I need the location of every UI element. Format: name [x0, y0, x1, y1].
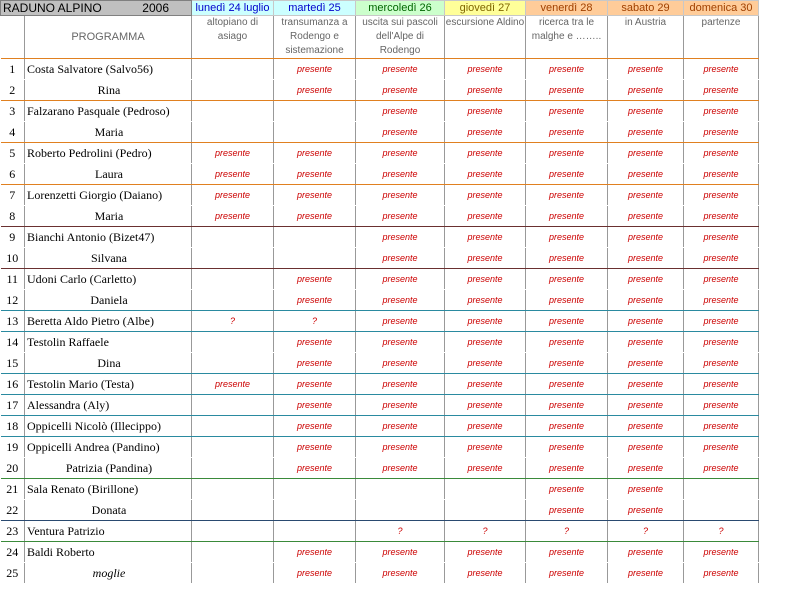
attendance-cell[interactable]: [274, 521, 356, 542]
attendance-cell[interactable]: [274, 500, 356, 521]
attendance-cell[interactable]: presente: [192, 164, 274, 185]
attendance-cell[interactable]: presente: [684, 290, 759, 311]
attendance-cell[interactable]: [274, 248, 356, 269]
participant-name[interactable]: Alessandra (Aly): [25, 395, 192, 416]
row-number[interactable]: 3: [1, 101, 25, 122]
participant-name[interactable]: Lorenzetti Giorgio (Daiano): [25, 185, 192, 206]
attendance-cell[interactable]: presente: [274, 206, 356, 227]
attendance-cell[interactable]: presente: [684, 101, 759, 122]
attendance-cell[interactable]: presente: [608, 269, 684, 290]
attendance-cell[interactable]: [445, 500, 526, 521]
row-number[interactable]: 24: [1, 542, 25, 563]
attendance-cell[interactable]: presente: [608, 479, 684, 500]
attendance-cell[interactable]: presente: [356, 269, 445, 290]
participant-name[interactable]: Baldi Roberto: [25, 542, 192, 563]
table-row: [1, 353, 759, 374]
attendance-cell[interactable]: presente: [445, 185, 526, 206]
attendance-cell[interactable]: presente: [274, 458, 356, 479]
attendance-cell[interactable]: presente: [608, 332, 684, 353]
attendance-cell[interactable]: presente: [608, 500, 684, 521]
table-row: [1, 143, 759, 164]
attendance-cell[interactable]: presente: [684, 164, 759, 185]
activity-sab[interactable]: in Austria: [608, 16, 684, 59]
activity-gio[interactable]: escursione Aldino: [445, 16, 526, 59]
empty-cell[interactable]: [1, 16, 25, 59]
activity-ven[interactable]: ricerca tra le malghe e ……..: [526, 16, 608, 59]
attendance-cell[interactable]: presente: [684, 353, 759, 374]
attendance-cell[interactable]: presente: [526, 353, 608, 374]
attendance-cell[interactable]: presente: [445, 437, 526, 458]
day-header-mar[interactable]: martedì 25: [274, 1, 356, 16]
attendance-cell[interactable]: presente: [608, 563, 684, 584]
attendance-cell[interactable]: presente: [445, 416, 526, 437]
table-row: [1, 563, 759, 584]
day-header-mer[interactable]: mercoledì 26: [356, 1, 445, 16]
attendance-cell[interactable]: presente: [356, 437, 445, 458]
attendance-cell[interactable]: presente: [356, 332, 445, 353]
attendance-cell[interactable]: presente: [526, 227, 608, 248]
attendance-cell[interactable]: presente: [684, 227, 759, 248]
table-row: [1, 521, 759, 542]
attendance-cell[interactable]: presente: [356, 143, 445, 164]
participant-name[interactable]: Silvana: [25, 248, 192, 269]
attendance-cell[interactable]: ?: [608, 521, 684, 542]
attendance-cell[interactable]: presente: [608, 311, 684, 332]
attendance-cell[interactable]: presente: [526, 290, 608, 311]
participant-name[interactable]: Sala Renato (Birillone): [25, 479, 192, 500]
attendance-cell[interactable]: presente: [356, 80, 445, 101]
attendance-cell[interactable]: presente: [526, 395, 608, 416]
attendance-cell[interactable]: ?: [684, 521, 759, 542]
table-row: [1, 311, 759, 332]
attendance-cell[interactable]: presente: [526, 164, 608, 185]
attendance-cell[interactable]: presente: [356, 290, 445, 311]
row-number[interactable]: 15: [1, 353, 25, 374]
attendance-cell[interactable]: presente: [356, 248, 445, 269]
attendance-cell[interactable]: presente: [356, 395, 445, 416]
attendance-cell[interactable]: presente: [684, 185, 759, 206]
row-number[interactable]: 13: [1, 311, 25, 332]
attendance-cell[interactable]: presente: [608, 227, 684, 248]
row-number[interactable]: 8: [1, 206, 25, 227]
attendance-cell[interactable]: presente: [608, 353, 684, 374]
attendance-cell[interactable]: [192, 290, 274, 311]
attendance-cell[interactable]: presente: [274, 542, 356, 563]
attendance-cell[interactable]: presente: [608, 122, 684, 143]
attendance-cell[interactable]: [192, 248, 274, 269]
attendance-cell[interactable]: presente: [608, 437, 684, 458]
attendance-cell[interactable]: presente: [684, 395, 759, 416]
row-number[interactable]: 6: [1, 164, 25, 185]
attendance-cell[interactable]: presente: [445, 164, 526, 185]
attendance-cell[interactable]: presente: [526, 500, 608, 521]
row-number[interactable]: 23: [1, 521, 25, 542]
table-row: [1, 206, 759, 227]
attendance-cell[interactable]: presente: [192, 185, 274, 206]
sheet-title: RADUNO ALPINO: [3, 1, 102, 15]
attendance-cell[interactable]: presente: [445, 395, 526, 416]
row-number[interactable]: 18: [1, 416, 25, 437]
day-header-sab[interactable]: sabato 29: [608, 1, 684, 16]
attendance-cell[interactable]: presente: [684, 206, 759, 227]
day-header-dom[interactable]: domenica 30: [684, 1, 759, 16]
attendance-cell[interactable]: presente: [526, 458, 608, 479]
attendance-cell[interactable]: [684, 500, 759, 521]
attendance-cell[interactable]: [192, 80, 274, 101]
table-row: [1, 227, 759, 248]
attendance-cell[interactable]: [192, 332, 274, 353]
day-header-gio[interactable]: giovedì 27: [445, 1, 526, 16]
participant-name[interactable]: Beretta Aldo Pietro (Albe): [25, 311, 192, 332]
attendance-cell[interactable]: presente: [274, 437, 356, 458]
day-header-lun[interactable]: lunedì 24 luglio: [192, 1, 274, 16]
attendance-cell[interactable]: presente: [445, 122, 526, 143]
participant-name[interactable]: Bianchi Antonio (Bizet47): [25, 227, 192, 248]
attendance-cell[interactable]: presente: [274, 80, 356, 101]
attendance-cell[interactable]: [356, 500, 445, 521]
attendance-cell[interactable]: presente: [684, 332, 759, 353]
row-number[interactable]: 7: [1, 185, 25, 206]
attendance-cell[interactable]: presente: [526, 311, 608, 332]
attendance-cell[interactable]: [192, 542, 274, 563]
attendance-cell[interactable]: ?: [192, 311, 274, 332]
attendance-cell[interactable]: presente: [356, 563, 445, 584]
attendance-cell[interactable]: presente: [274, 59, 356, 80]
attendance-cell[interactable]: presente: [526, 269, 608, 290]
participant-name[interactable]: Ventura Patrizio: [25, 521, 192, 542]
attendance-cell[interactable]: [192, 269, 274, 290]
participant-name[interactable]: Daniela: [25, 290, 192, 311]
table-row: [1, 500, 759, 521]
attendance-cell[interactable]: presente: [274, 563, 356, 584]
table-row: [1, 332, 759, 353]
row-number[interactable]: 14: [1, 332, 25, 353]
attendance-cell[interactable]: presente: [608, 101, 684, 122]
row-number[interactable]: 9: [1, 227, 25, 248]
attendance-cell[interactable]: [274, 101, 356, 122]
attendance-cell[interactable]: [684, 479, 759, 500]
attendance-cell[interactable]: [192, 101, 274, 122]
sheet-title-cell[interactable]: [1, 1, 192, 16]
row-number[interactable]: 2: [1, 80, 25, 101]
attendance-cell[interactable]: presente: [356, 122, 445, 143]
table-row: [1, 80, 759, 101]
attendance-cell[interactable]: [192, 458, 274, 479]
attendance-cell[interactable]: presente: [526, 416, 608, 437]
participant-name[interactable]: Maria: [25, 122, 192, 143]
attendance-cell[interactable]: presente: [274, 374, 356, 395]
program-label[interactable]: PROGRAMMA: [25, 16, 192, 59]
table-row: [1, 374, 759, 395]
attendance-cell[interactable]: presente: [526, 206, 608, 227]
row-number[interactable]: 16: [1, 374, 25, 395]
activity-mer[interactable]: uscita sui pascoli dell'Alpe di Rodengo: [356, 16, 445, 59]
attendance-cell[interactable]: presente: [526, 437, 608, 458]
row-number[interactable]: 1: [1, 59, 25, 80]
attendance-cell[interactable]: presente: [445, 143, 526, 164]
row-number[interactable]: 5: [1, 143, 25, 164]
attendance-cell[interactable]: presente: [274, 143, 356, 164]
attendance-cell[interactable]: presente: [526, 479, 608, 500]
attendance-cell[interactable]: presente: [526, 59, 608, 80]
attendance-cell[interactable]: [192, 479, 274, 500]
attendance-cell[interactable]: presente: [608, 206, 684, 227]
attendance-cell[interactable]: presente: [356, 59, 445, 80]
participant-name[interactable]: Falzarano Pasquale (Pedroso): [25, 101, 192, 122]
attendance-cell[interactable]: presente: [526, 332, 608, 353]
table-row: [1, 458, 759, 479]
table-row: [1, 437, 759, 458]
row-number[interactable]: 17: [1, 395, 25, 416]
table-row: [1, 542, 759, 563]
attendance-cell[interactable]: presente: [684, 437, 759, 458]
participant-name[interactable]: Oppicelli Nicolò (Illecippo): [25, 416, 192, 437]
attendance-cell[interactable]: presente: [608, 290, 684, 311]
attendance-cell[interactable]: presente: [356, 458, 445, 479]
attendance-cell[interactable]: presente: [445, 206, 526, 227]
participant-name[interactable]: Patrizia (Pandina): [25, 458, 192, 479]
attendance-cell[interactable]: presente: [445, 563, 526, 584]
participant-name[interactable]: Laura: [25, 164, 192, 185]
table-row: [1, 164, 759, 185]
participant-name[interactable]: moglie: [25, 563, 192, 584]
participant-name[interactable]: Donata: [25, 500, 192, 521]
attendance-cell[interactable]: presente: [356, 416, 445, 437]
participant-name[interactable]: Roberto Pedrolini (Pedro): [25, 143, 192, 164]
attendance-cell[interactable]: presente: [608, 458, 684, 479]
attendance-cell[interactable]: [192, 437, 274, 458]
table-row: [1, 395, 759, 416]
attendance-cell[interactable]: presente: [274, 164, 356, 185]
participant-name[interactable]: Maria: [25, 206, 192, 227]
attendance-cell[interactable]: ?: [526, 521, 608, 542]
attendance-cell[interactable]: presente: [445, 248, 526, 269]
row-number[interactable]: 4: [1, 122, 25, 143]
table-row: [1, 248, 759, 269]
attendance-cell[interactable]: presente: [684, 563, 759, 584]
attendance-cell[interactable]: presente: [526, 542, 608, 563]
attendance-cell[interactable]: presente: [274, 185, 356, 206]
attendance-cell[interactable]: presente: [684, 311, 759, 332]
attendance-cell[interactable]: ?: [445, 521, 526, 542]
row-number[interactable]: 22: [1, 500, 25, 521]
table-row: [1, 185, 759, 206]
attendance-cell[interactable]: presente: [356, 542, 445, 563]
attendance-cell[interactable]: [274, 227, 356, 248]
attendance-cell[interactable]: presente: [526, 101, 608, 122]
attendance-cell[interactable]: presente: [684, 269, 759, 290]
attendance-cell[interactable]: presente: [274, 290, 356, 311]
attendance-cell[interactable]: presente: [526, 185, 608, 206]
attendance-cell[interactable]: presente: [684, 416, 759, 437]
attendance-cell[interactable]: [445, 479, 526, 500]
attendance-cell[interactable]: presente: [356, 164, 445, 185]
attendance-cell[interactable]: presente: [684, 542, 759, 563]
attendance-cell[interactable]: presente: [192, 206, 274, 227]
attendance-cell[interactable]: [192, 59, 274, 80]
activity-dom[interactable]: partenze: [684, 16, 759, 59]
row-number[interactable]: 12: [1, 290, 25, 311]
table-row: [1, 122, 759, 143]
participant-name[interactable]: Costa Salvatore (Salvo56): [25, 59, 192, 80]
table-row: [1, 416, 759, 437]
attendance-cell[interactable]: presente: [608, 143, 684, 164]
attendance-cell[interactable]: presente: [445, 458, 526, 479]
attendance-cell[interactable]: presente: [356, 374, 445, 395]
participant-name[interactable]: Testolin Raffaele: [25, 332, 192, 353]
attendance-cell[interactable]: presente: [356, 101, 445, 122]
attendance-cell[interactable]: presente: [608, 248, 684, 269]
attendance-cell[interactable]: presente: [192, 374, 274, 395]
row-number[interactable]: 11: [1, 269, 25, 290]
attendance-cell[interactable]: presente: [684, 374, 759, 395]
row-number[interactable]: 20: [1, 458, 25, 479]
participant-name[interactable]: Udoni Carlo (Carletto): [25, 269, 192, 290]
attendance-cell[interactable]: presente: [445, 374, 526, 395]
attendance-cell[interactable]: ?: [356, 521, 445, 542]
table-row: [1, 479, 759, 500]
attendance-cell[interactable]: presente: [192, 143, 274, 164]
attendance-cell[interactable]: presente: [445, 227, 526, 248]
row-number[interactable]: 25: [1, 563, 25, 584]
attendance-cell[interactable]: presente: [445, 311, 526, 332]
attendance-cell[interactable]: presente: [445, 290, 526, 311]
attendance-cell[interactable]: presente: [684, 122, 759, 143]
attendance-cell[interactable]: presente: [445, 269, 526, 290]
attendance-cell[interactable]: presente: [445, 59, 526, 80]
participant-name[interactable]: Oppicelli Andrea (Pandino): [25, 437, 192, 458]
activity-lun[interactable]: altopiano di asiago: [192, 16, 274, 59]
attendance-cell[interactable]: presente: [356, 353, 445, 374]
attendance-cell[interactable]: presente: [526, 563, 608, 584]
attendance-cell[interactable]: presente: [445, 101, 526, 122]
attendance-cell[interactable]: presente: [526, 122, 608, 143]
attendance-cell[interactable]: presente: [274, 353, 356, 374]
attendance-cell[interactable]: presente: [684, 143, 759, 164]
attendance-cell[interactable]: presente: [356, 206, 445, 227]
attendance-cell[interactable]: presente: [274, 332, 356, 353]
attendance-cell[interactable]: presente: [608, 416, 684, 437]
attendance-cell[interactable]: presente: [684, 458, 759, 479]
attendance-cell[interactable]: presente: [356, 311, 445, 332]
participant-name[interactable]: Dina: [25, 353, 192, 374]
attendance-cell[interactable]: presente: [608, 542, 684, 563]
attendance-cell[interactable]: presente: [608, 395, 684, 416]
attendance-cell[interactable]: presente: [526, 374, 608, 395]
activity-mar[interactable]: transumanza a Rodengo e sistemazione: [274, 16, 356, 59]
attendance-cell[interactable]: presente: [608, 80, 684, 101]
attendance-cell[interactable]: presente: [608, 374, 684, 395]
table-row: [1, 59, 759, 80]
row-number[interactable]: 10: [1, 248, 25, 269]
attendance-cell[interactable]: presente: [608, 59, 684, 80]
sheet-year: 2006: [142, 1, 169, 15]
attendance-cell[interactable]: [356, 479, 445, 500]
participant-name[interactable]: Rina: [25, 80, 192, 101]
attendance-cell[interactable]: presente: [608, 185, 684, 206]
attendance-cell[interactable]: presente: [445, 332, 526, 353]
attendance-cell[interactable]: [192, 416, 274, 437]
attendance-cell[interactable]: presente: [274, 395, 356, 416]
attendance-cell[interactable]: presente: [274, 269, 356, 290]
table-row: [1, 290, 759, 311]
attendance-cell[interactable]: [274, 479, 356, 500]
attendance-cell[interactable]: [192, 521, 274, 542]
attendance-cell[interactable]: [192, 395, 274, 416]
attendance-cell[interactable]: presente: [274, 416, 356, 437]
attendance-cell[interactable]: presente: [684, 248, 759, 269]
attendance-cell[interactable]: [192, 563, 274, 584]
row-number[interactable]: 21: [1, 479, 25, 500]
attendance-cell[interactable]: [192, 227, 274, 248]
attendance-cell[interactable]: presente: [445, 80, 526, 101]
attendance-cell[interactable]: presente: [356, 227, 445, 248]
attendance-cell[interactable]: [192, 353, 274, 374]
attendance-cell[interactable]: [274, 122, 356, 143]
attendance-cell[interactable]: presente: [526, 248, 608, 269]
attendance-cell[interactable]: presente: [526, 80, 608, 101]
attendance-cell[interactable]: ?: [274, 311, 356, 332]
row-number[interactable]: 19: [1, 437, 25, 458]
attendance-cell[interactable]: presente: [445, 353, 526, 374]
attendance-cell[interactable]: presente: [684, 59, 759, 80]
attendance-cell[interactable]: presente: [356, 185, 445, 206]
attendance-cell[interactable]: [192, 122, 274, 143]
table-row: [1, 269, 759, 290]
table-row: [1, 101, 759, 122]
attendance-cell[interactable]: presente: [684, 80, 759, 101]
participant-name[interactable]: Testolin Mario (Testa): [25, 374, 192, 395]
attendance-cell[interactable]: [192, 500, 274, 521]
attendance-cell[interactable]: presente: [526, 143, 608, 164]
attendance-cell[interactable]: presente: [445, 542, 526, 563]
attendance-cell[interactable]: presente: [608, 164, 684, 185]
day-header-ven[interactable]: venerdì 28: [526, 1, 608, 16]
